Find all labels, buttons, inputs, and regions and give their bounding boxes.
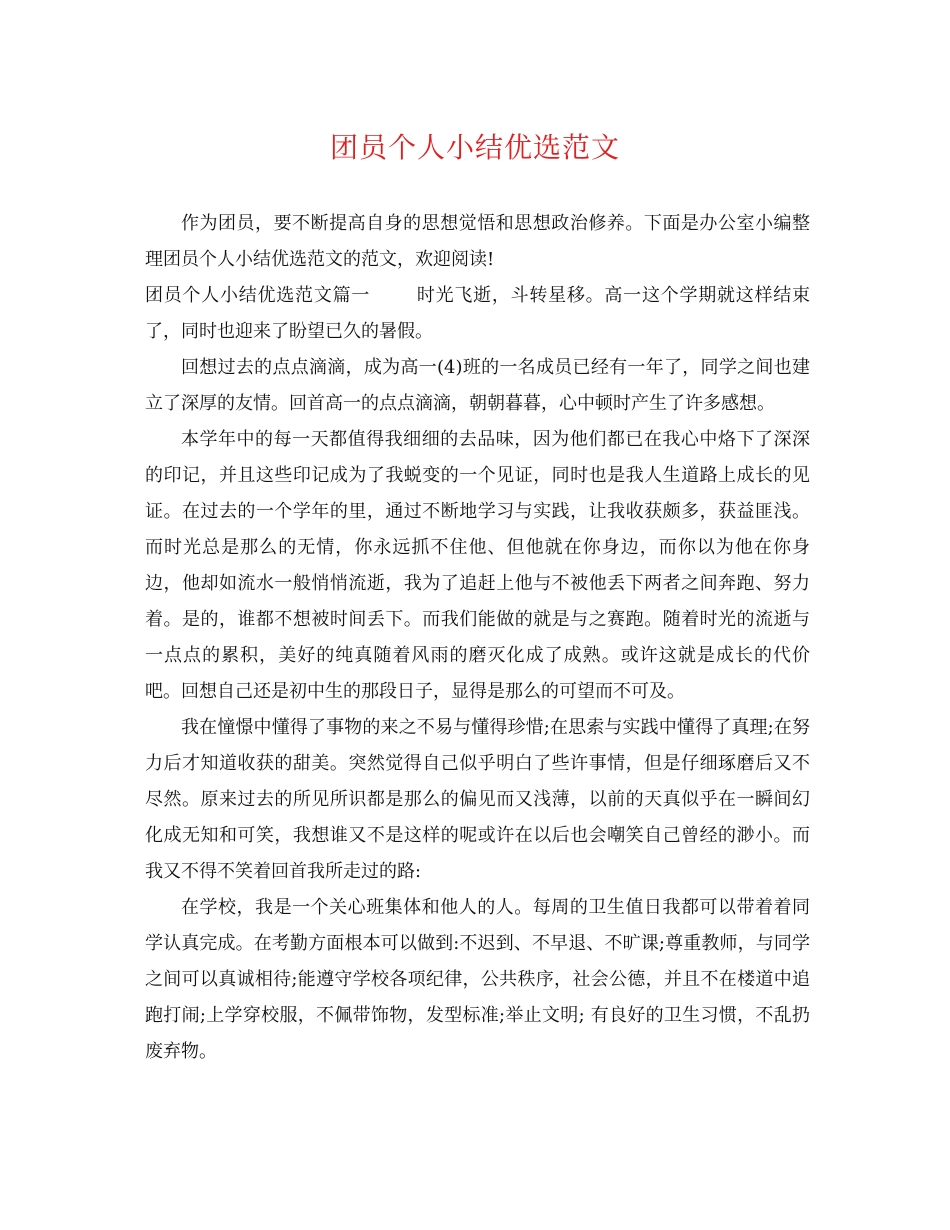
section-heading: 团员个人小结优选范文篇一 [145,285,371,306]
body-paragraph: 本学年中的每一天都值得我细细的去品味，因为他们都已在我心中烙下了深深的印记，并且这些印记成为了我蜕变的一个见证，同时也是我人生道路上成长的见证。在过去的一个学年的里，通过不断地学习与实践，让我收获颇多，获益匪浅。而时光总是那么的无情，你永远抓不住他、但他就在你身边，而你以为他在你身边，他却如流水一般悄悄流逝，我为了追赶上他与不被他丢下两者之间奔跑、努力着。是的，谁都不想被时间丢下。而我们能做的就是与之赛跑。随着时光的流逝与一点点的累积，美好的纯真随着风雨的磨灭化成了成熟。或许这就是成长的代价吧。回想自己还是初中生的那段日子，显得是那么的可望而不可及。 [145,429,810,702]
document-title: 团员个人小结优选范文 [329,131,620,164]
section-paragraph [145,278,810,350]
intro-paragraph: 作为团员，要不断提高自身的思想觉悟和思想政治修养。下面是办公室小编整理团员个人小结优选范文的范文，欢迎阅读! [145,213,810,270]
body-paragraph: 回想过去的点点滴滴，成为高一(4)班的一名成员已经有一年了，同学之间也建立了深厚的友情。回首高一的点点滴滴，朝朝暮暮，心中顿时产生了许多感想。 [145,357,810,414]
body-paragraph: 我在憧憬中懂得了事物的来之不易与懂得珍惜;在思索与实践中懂得了真理;在努力后才知道收获的甜美。突然觉得自己似乎明白了些许事情，但是仔细琢磨后又不尽然。原来过去的所见所识都是那么的偏见而又浅薄，以前的天真似乎在一瞬间幻化成无知和可笑，我想谁又不是这样的呢或许在以后也会嘲笑自己曾经的渺小。而我又不得不笑着回首我所走过的路: [145,717,810,882]
body-paragraph: 在学校，我是一个关心班集体和他人的人。每周的卫生值日我都可以带着着同学认真完成。在考勤方面根本可以做到:不迟到、不早退、不旷课;尊重教师，与同学之间可以真诚相待;能遵守学校各项纪律，公共秩序，社会公德，并且不在楼道中追跑打闹;上学穿校服，不佩带饰物，发型标准;举止文明; 有良好的卫生习惯，不乱扔废弃物。 [145,897,810,1062]
document-body [145,206,810,1070]
section-lead: 时光飞逝，斗转星移。高一这个学期就这样结束了，同时也迎来了盼望已久的暑假。 [145,285,811,342]
